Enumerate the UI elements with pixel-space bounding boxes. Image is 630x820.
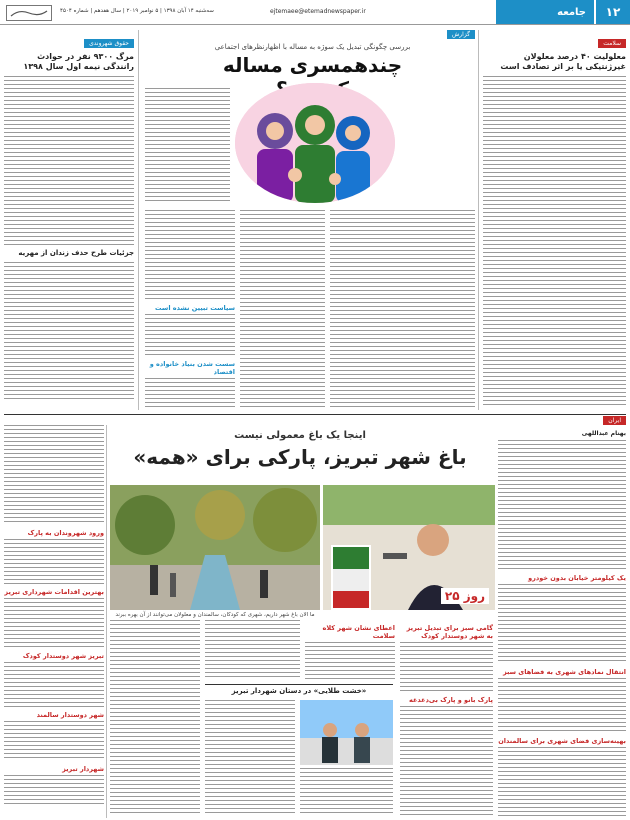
park-photo — [110, 485, 320, 610]
park-photo-art — [110, 485, 320, 610]
page-header — [0, 0, 630, 25]
park-story-right-column — [498, 430, 626, 818]
column-divider — [478, 30, 479, 410]
main-story-tag: گزارش — [447, 30, 475, 39]
park-story-title: باغ شهر تبریز، پارکی برای «همه» — [133, 445, 467, 469]
park-story-col-1 — [400, 620, 493, 816]
main-story-title: چندهمسری مساله — [222, 53, 403, 77]
newspaper-logo — [6, 5, 52, 21]
section-name: جامعه — [496, 0, 594, 24]
park-story-subhead-6: بهینه‌سازی فضای شهری برای سالمندان — [498, 737, 626, 745]
family-illustration-art — [235, 83, 395, 203]
main-story-col-3 — [145, 210, 235, 410]
page-number: ۱۲ — [596, 0, 630, 24]
family-illustration — [235, 83, 395, 203]
park-story-tag: ایران — [603, 416, 626, 425]
photo-caption: ما الان باغ شهر داریم، شهری که کودکان، سالمندان و معلولان می‌توانند از آن بهره ببرند — [115, 612, 315, 618]
bottom-left-subhead-3: تبریز شهر دوستدار کودک — [22, 652, 104, 660]
bottom-left-subhead-1: ورود شهروندان به پارک — [27, 529, 104, 537]
inset-text-2 — [300, 768, 393, 816]
main-story-subhead-2: سست شدن بنیاد خانواده و اقتصاد — [149, 360, 235, 376]
dateline: سه‌شنبه ۱۴ آبان ۱۳۹۸ | ۵ نوامبر ۲۰۱۹ | سال هفدهم | شماره ۴۵۰۴ — [60, 8, 214, 14]
park-story-subhead-1: گامی سبز برای تبدیل تبریز به شهر دوستدار کودک — [406, 624, 493, 640]
main-story-col-1 — [330, 210, 475, 410]
inset-text — [205, 700, 295, 816]
park-story-col-4 — [110, 620, 200, 816]
park-story-subhead-2: اعطای نشان شهر کلاه سلامت — [322, 624, 395, 640]
left-column-subhead: جزئیات طرح حذف زندان از مهریه — [18, 249, 134, 257]
bottom-left-column — [4, 425, 104, 818]
logo-mark-icon — [9, 8, 49, 18]
section-divider — [4, 414, 626, 415]
right-column — [483, 30, 626, 410]
right-column-tag: سلامت — [598, 39, 626, 48]
inset-photo — [300, 700, 393, 765]
park-story-kicker: اینجا یک باغ معمولی نیست — [234, 430, 366, 441]
right-column-body — [483, 76, 626, 406]
park-story-headline-block — [110, 430, 490, 469]
left-column-headline: مرگ ۹۳۰۰ نفر در حوادث رانندگی نیمه اول سال ۱۳۹۸ — [23, 52, 134, 71]
column-divider — [106, 425, 107, 818]
inset-title: «خشت طلایی» در دستان شهردار تبریز — [205, 684, 393, 699]
park-story-subhead-5: انتقال نمادهای شهری به فضاهای سبز — [502, 668, 626, 676]
left-column — [4, 30, 134, 410]
main-story-col-2 — [240, 210, 325, 410]
park-story-col-2 — [305, 620, 395, 680]
park-story-subhead-3: پارک بانو و پارک بی‌دغدغه — [409, 696, 493, 704]
bottom-left-subhead-4: شهر دوستدار سالمند — [36, 711, 104, 719]
park-story-col-3 — [205, 620, 300, 680]
park-story-author: بهنام عبداللهی — [581, 430, 626, 437]
main-story-col-4 — [145, 88, 230, 203]
bottom-left-subhead-2: بهترین اقدامات شهرداری تبریز — [4, 588, 104, 596]
bottom-left-subhead-5: شهردار تبریز — [62, 765, 104, 773]
section-email[interactable]: ejtemaee@etemadnewspaper.ir — [270, 8, 366, 15]
column-divider — [138, 30, 139, 410]
mayor-photo — [323, 485, 495, 610]
main-story-subhead: سیاست تبیین نشده است — [155, 304, 235, 312]
right-column-headline: معلولیت ۴۰ درصد معلولان غیرژنتیکی یا بر اثر تصادف است — [500, 52, 626, 71]
main-story-kicker: بررسی چگونگی تبدیل یک سوژه به مساله با اظهارنظرهای اجتماعی — [214, 43, 411, 51]
event-sign: روز ۲۵ — [441, 588, 489, 604]
inset-photo-art — [300, 700, 393, 765]
park-story-subhead-4: یک کیلومتر خیابان بدون خودرو — [528, 574, 626, 582]
left-column-tag: حقوق شهروندی — [84, 39, 134, 48]
